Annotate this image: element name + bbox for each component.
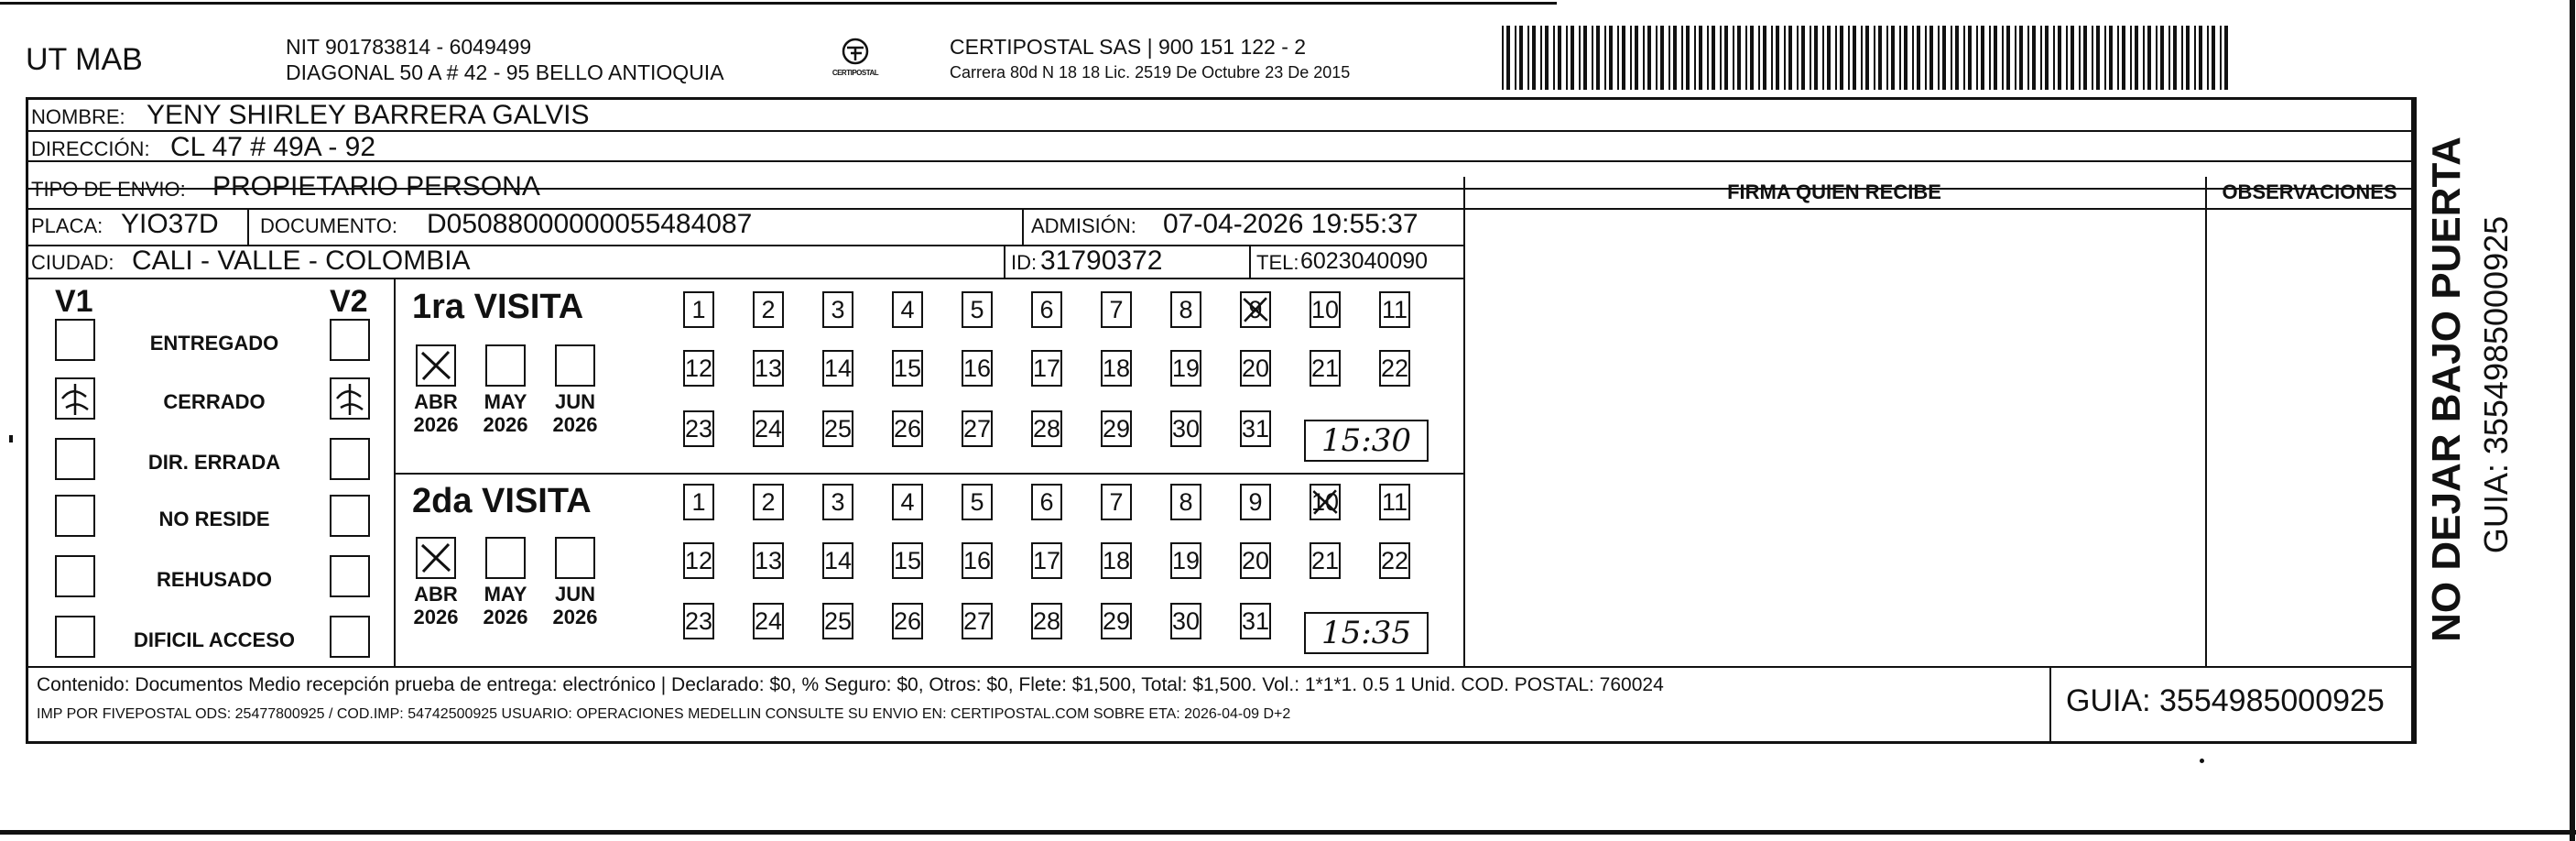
visit1-day[interactable]: 16 (962, 350, 993, 387)
visit1-day[interactable]: 7 (1101, 291, 1132, 328)
row-line (26, 278, 1463, 279)
visit1-day[interactable]: 27 (962, 410, 993, 447)
top-edge-line (0, 2, 1557, 5)
visit1-day[interactable]: 29 (1101, 410, 1132, 447)
visit1-day[interactable]: 31 (1240, 410, 1271, 447)
content-line: Contenido: Documentos Medio recepción prueba de entrega: electrónico | Declarado: $0, % Seguro: $0, Otros: $0, Flete: $1,500, Total: $1,500. Vol.: 1*1*1. 0.5 1 Unid. COD. POSTAL: 760024 (37, 674, 1664, 695)
visit1-month-checkbox[interactable] (485, 344, 526, 387)
col-line (1022, 208, 1024, 245)
visit1-day[interactable]: 24 (753, 410, 784, 447)
scan-mark (2200, 759, 2204, 763)
v1-checkbox[interactable] (55, 495, 95, 537)
col-line (2414, 97, 2417, 744)
visit2-day[interactable]: 27 (962, 603, 993, 639)
visit1-day[interactable]: 19 (1170, 350, 1201, 387)
col-line (247, 208, 249, 245)
month-year: 2026 (552, 413, 598, 437)
status-option-label: REHUSADO (157, 568, 272, 591)
visit1-month-label (543, 390, 607, 437)
scan-edge (0, 830, 2576, 835)
visit2-day[interactable]: 7 (1101, 484, 1132, 520)
status-option-label: CERRADO (163, 390, 266, 413)
status-option-label: DIR. ERRADA (147, 451, 281, 474)
visit1-month-label (473, 390, 538, 437)
visit2-day[interactable]: 3 (822, 484, 853, 520)
visit2-day[interactable]: 17 (1031, 542, 1062, 579)
visit1-day[interactable]: 22 (1379, 350, 1410, 387)
day-mark-icon (1310, 484, 1341, 520)
plate-value: YIO37D (121, 209, 219, 239)
id-label: ID: (1011, 251, 1038, 274)
visit1-day[interactable]: 18 (1101, 350, 1132, 387)
v2-checkbox[interactable] (330, 495, 370, 537)
visit2-day[interactable]: 24 (753, 603, 784, 639)
month-name: MAY (484, 583, 527, 606)
visit2-day[interactable]: 2 (753, 484, 784, 520)
visit1-day[interactable]: 21 (1310, 350, 1341, 387)
col-line (394, 278, 396, 666)
visit2-day[interactable]: 22 (1379, 542, 1410, 579)
visit1-month-checkbox[interactable] (555, 344, 595, 387)
visit2-month-checkbox[interactable] (555, 537, 595, 579)
courier-logo-icon (829, 35, 882, 86)
visit2-day[interactable]: 19 (1170, 542, 1201, 579)
side-guia-area (2474, 183, 2518, 595)
visit2-day[interactable]: 20 (1240, 542, 1271, 579)
visit2-day[interactable]: 1 (683, 484, 714, 520)
visit1-day[interactable]: 3 (822, 291, 853, 328)
row-line (26, 160, 2414, 162)
visit1-month-label (404, 390, 468, 437)
address-label: DIRECCIÓN: (31, 137, 150, 160)
visit1-day[interactable]: 23 (683, 410, 714, 447)
v1-checkbox[interactable] (55, 319, 95, 361)
city-value: CALI - VALLE - COLOMBIA (132, 246, 471, 276)
shipment-type: PROPIETARIO PERSONA (212, 171, 540, 202)
row-line (26, 666, 2414, 668)
visit2-day[interactable]: 12 (683, 542, 714, 579)
visit1-day[interactable]: 8 (1170, 291, 1201, 328)
month-year: 2026 (552, 606, 598, 629)
visit1-day[interactable]: 30 (1170, 410, 1201, 447)
month-year: 2026 (413, 413, 459, 437)
visit2-day[interactable]: 14 (822, 542, 853, 579)
visit1-day[interactable]: 28 (1031, 410, 1062, 447)
side-warning: NO DEJAR BAJO PUERTA (2424, 137, 2469, 642)
visit1-day[interactable]: 9 (1240, 291, 1271, 328)
city-label: CIUDAD: (31, 251, 114, 274)
status-option-label: ENTREGADO (149, 332, 279, 355)
month-year: 2026 (483, 413, 528, 437)
visit2-day[interactable]: 6 (1031, 484, 1062, 520)
visit1-day[interactable]: 13 (753, 350, 784, 387)
v1-checkbox[interactable] (55, 438, 95, 480)
recipient-address: CL 47 # 49A - 92 (170, 132, 376, 162)
v2-header: V2 (330, 284, 368, 319)
courier-name: CERTIPOSTAL SAS | 900 151 122 - 2 (950, 35, 1307, 59)
row-line (26, 130, 2414, 132)
courier-license: Carrera 80d N 18 18 Lic. 2519 De Octubre 23 De 2015 (950, 63, 1351, 82)
visit2-month-label (473, 583, 538, 629)
tel-value: 6023040090 (1300, 248, 1429, 274)
visit2-day[interactable]: 30 (1170, 603, 1201, 639)
month-name: JUN (554, 390, 595, 413)
visit1-day[interactable]: 12 (683, 350, 714, 387)
type-label: TIPO DE ENVIO: (31, 178, 186, 201)
visit1-day[interactable]: 15 (892, 350, 923, 387)
signature-header: FIRMA QUIEN RECIBE (1727, 180, 1941, 203)
status-option-label: DIFICIL ACCESO (133, 628, 295, 651)
visit2-day[interactable]: 29 (1101, 603, 1132, 639)
visit2-day[interactable]: 15 (892, 542, 923, 579)
visit2-time: 15:35 (1304, 612, 1429, 654)
observations-header: OBSERVACIONES (2222, 180, 2397, 203)
visit2-day[interactable]: 5 (962, 484, 993, 520)
visit2-month-label (543, 583, 607, 629)
visit2-day[interactable]: 21 (1310, 542, 1341, 579)
document-value: D05088000000055484087 (427, 209, 753, 239)
col-line (1004, 245, 1005, 278)
visit2-title: 2da VISITA (412, 482, 592, 520)
month-name: ABR (414, 583, 458, 606)
scan-mark (9, 435, 13, 442)
visit2-day[interactable]: 23 (683, 603, 714, 639)
name-label: NOMBRE: (31, 105, 125, 128)
visit2-day[interactable]: 10 (1310, 484, 1341, 520)
recipient-name: YENY SHIRLEY BARRERA GALVIS (147, 100, 590, 130)
admission-value: 07-04-2026 19:55:37 (1163, 209, 1418, 239)
visit2-day[interactable]: 26 (892, 603, 923, 639)
visit2-month-label (404, 583, 468, 629)
v2-checkbox[interactable] (330, 377, 370, 420)
visit2-day[interactable]: 18 (1101, 542, 1132, 579)
visit2-month-checkbox[interactable] (485, 537, 526, 579)
v1-checkbox[interactable] (55, 616, 95, 658)
visit1-day[interactable]: 20 (1240, 350, 1271, 387)
visit1-day[interactable]: 1 (683, 291, 714, 328)
visit2-day[interactable]: 16 (962, 542, 993, 579)
visit1-day[interactable]: 11 (1379, 291, 1410, 328)
observations-area[interactable] (2207, 211, 2412, 664)
month-year: 2026 (413, 606, 459, 629)
col-line (2049, 666, 2051, 744)
row-line (394, 473, 1463, 475)
month-name: JUN (554, 583, 595, 606)
side-guia: GUIA: 3554985000925 (2477, 215, 2515, 554)
day-mark-icon (1240, 291, 1271, 328)
visit2-day[interactable]: 8 (1170, 484, 1201, 520)
visit2-day[interactable]: 13 (753, 542, 784, 579)
status-option-label: NO RESIDE (158, 508, 270, 530)
visit2-month-checkbox[interactable] (416, 537, 456, 579)
visit1-day[interactable]: 10 (1310, 291, 1341, 328)
v1-header: V1 (55, 284, 93, 319)
courier-logo-text: CERTIPOSTAL (831, 69, 879, 77)
v2-checkbox[interactable] (330, 438, 370, 480)
visit1-title: 1ra VISITA (412, 288, 584, 326)
footer-guia: GUIA: 3554985000925 (2066, 683, 2385, 718)
visit1-day[interactable]: 26 (892, 410, 923, 447)
visit1-day[interactable]: 4 (892, 291, 923, 328)
month-name: ABR (414, 390, 458, 413)
visit1-day[interactable]: 6 (1031, 291, 1062, 328)
side-warning-area (2419, 133, 2474, 646)
admission-label: ADMISIÓN: (1031, 214, 1136, 237)
visit2-day[interactable]: 11 (1379, 484, 1410, 520)
id-value: 31790372 (1040, 246, 1163, 276)
month-year: 2026 (483, 606, 528, 629)
sender-address: DIAGONAL 50 A # 42 - 95 BELLO ANTIOQUIA (286, 60, 724, 84)
plate-label: PLACA: (31, 214, 103, 237)
visit1-day[interactable]: 14 (822, 350, 853, 387)
barcode-icon (1502, 26, 2234, 90)
visit2-day[interactable]: 9 (1240, 484, 1271, 520)
v2-checkbox[interactable] (330, 555, 370, 597)
visit1-day[interactable]: 25 (822, 410, 853, 447)
visit2-day[interactable]: 25 (822, 603, 853, 639)
month-name: MAY (484, 390, 527, 413)
imp-line: IMP POR FIVEPOSTAL ODS: 25477800925 / COD.IMP: 54742500925 USUARIO: OPERACIONES MEDELLIN CONSULTE SU ENVIO EN: CERTIPOSTAL.COM SOBRE ETA: 2026-04-09 D+2 (37, 706, 1291, 722)
document-label: DOCUMENTO: (260, 214, 397, 237)
visit1-day[interactable]: 5 (962, 291, 993, 328)
sender-nit: NIT 901783814 - 6049499 (286, 35, 532, 59)
signature-area[interactable] (1465, 211, 2203, 664)
v1-checkbox[interactable] (55, 377, 95, 420)
visit2-day[interactable]: 31 (1240, 603, 1271, 639)
v2-checkbox[interactable] (330, 616, 370, 658)
sender-name: UT MAB (26, 42, 143, 77)
scan-edge (2570, 0, 2575, 841)
visit1-day[interactable]: 2 (753, 291, 784, 328)
v1-checkbox[interactable] (55, 555, 95, 597)
tel-label: TEL: (1256, 251, 1299, 274)
v2-checkbox[interactable] (330, 319, 370, 361)
visit1-time: 15:30 (1304, 420, 1429, 462)
visit2-day[interactable]: 4 (892, 484, 923, 520)
visit1-day[interactable]: 17 (1031, 350, 1062, 387)
col-line (1249, 245, 1251, 278)
visit1-month-checkbox[interactable] (416, 344, 456, 387)
visit2-day[interactable]: 28 (1031, 603, 1062, 639)
